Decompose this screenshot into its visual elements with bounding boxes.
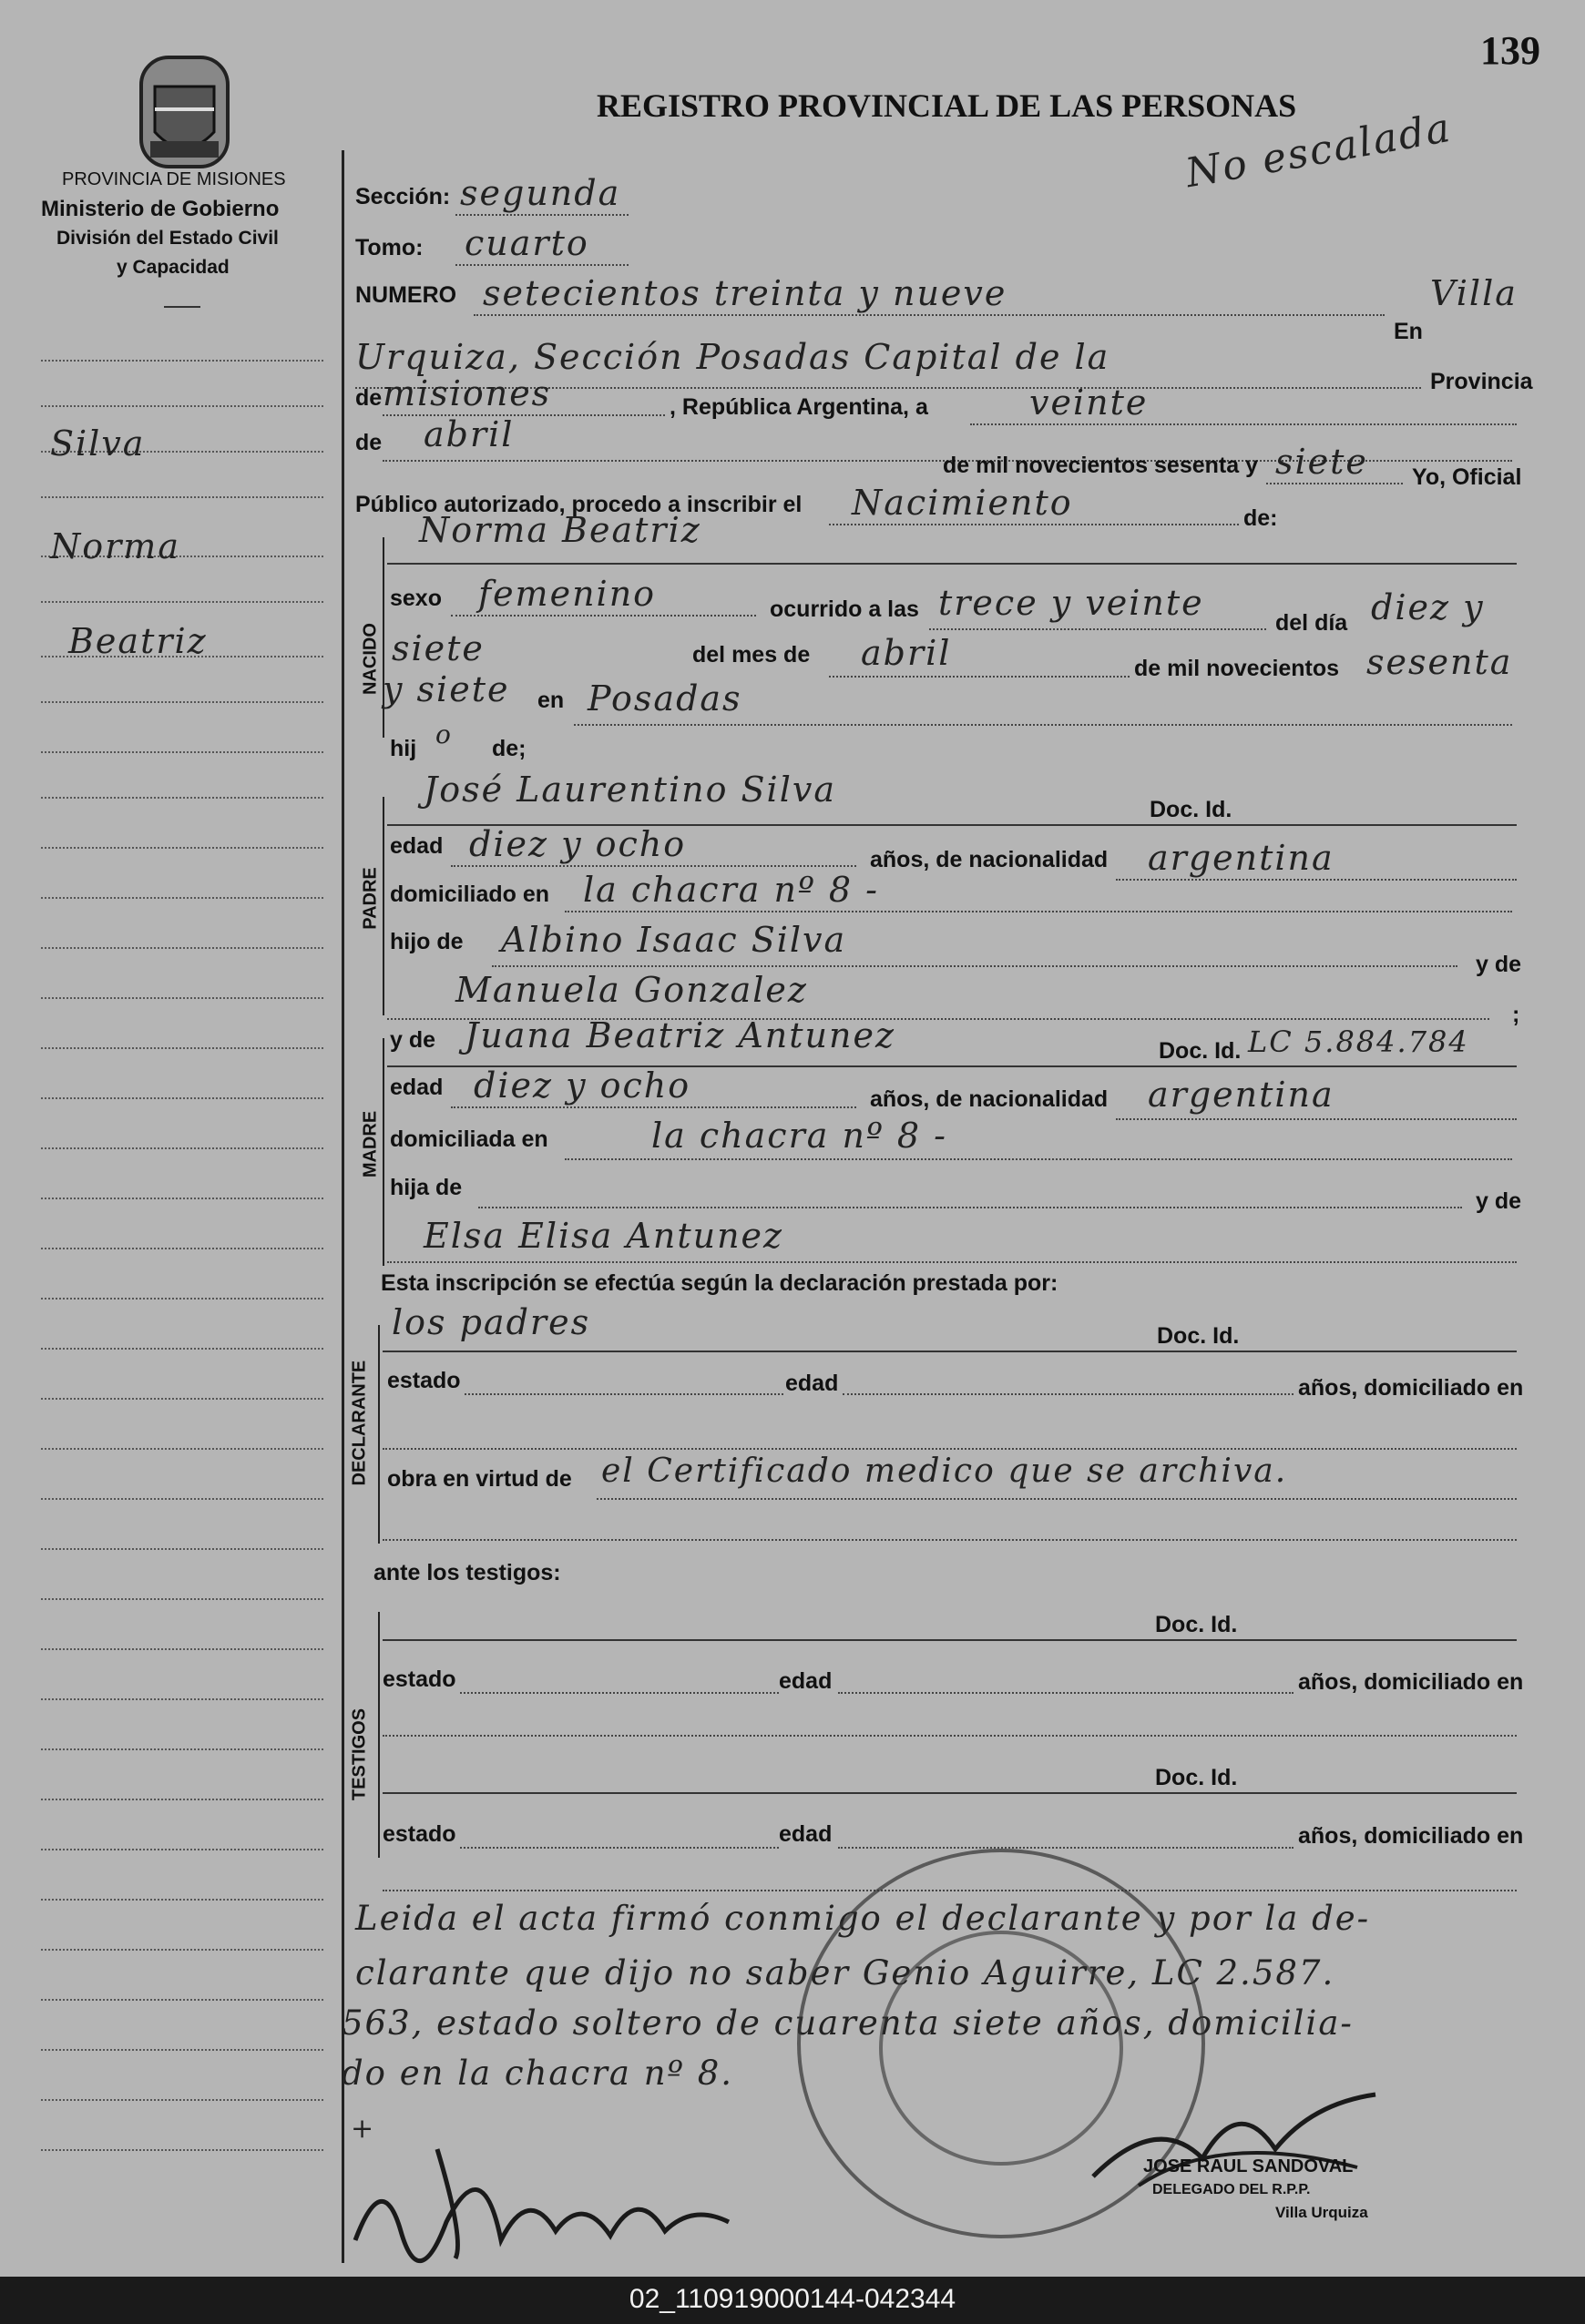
- madre-edad-label: edad: [390, 1075, 444, 1100]
- declarante-edad-line: [843, 1393, 1294, 1395]
- numero-value: setecientos treinta y nueve: [483, 273, 1007, 313]
- side-label-declarante: DECLARANTE: [349, 1360, 370, 1486]
- side-label-padre: PADRE: [360, 867, 381, 930]
- declarante-value: los padres: [392, 1302, 591, 1342]
- declarante-dom-line: [383, 1448, 1517, 1450]
- nombre-value: Norma Beatriz: [419, 510, 701, 550]
- sexo-value: femenino: [478, 574, 657, 614]
- signer-role: DELEGADO DEL R.P.P.: [1152, 2182, 1311, 2197]
- madre-dom-value: la chacra nº 8 -: [651, 1116, 947, 1156]
- office-line3: División del Estado Civil: [56, 228, 279, 249]
- de-semi-label: de;: [492, 736, 527, 761]
- madre-nac-line: [1116, 1118, 1517, 1120]
- lugar-value: Urquiza, Sección Posadas Capital de la: [355, 337, 1110, 377]
- padre-dom-line: [565, 911, 1512, 912]
- testigo2-estado-line: [460, 1847, 779, 1849]
- section-bar-padre: [383, 797, 384, 1015]
- de-mil-label: de mil novecientos sesenta y: [943, 453, 1258, 478]
- cierre-line4: do en la chacra nº 8.: [342, 2054, 733, 2093]
- testigo2-top-line: [383, 1792, 1517, 1794]
- testigo1-doc-label: Doc. Id.: [1155, 1612, 1238, 1637]
- de2-label: de: [355, 430, 383, 455]
- anio-line: [1266, 483, 1403, 484]
- declarante-top-line: [383, 1351, 1517, 1352]
- inscripcion-text: Esta inscripción se efectúa según la declaración prestada por:: [381, 1270, 1058, 1296]
- margin-name1: Norma: [50, 526, 180, 566]
- declarante-edad-label: edad: [785, 1371, 839, 1396]
- seccion-value: segunda: [460, 173, 621, 213]
- padre-edad-value: diez y ocho: [469, 824, 687, 864]
- testigo1-top-line: [383, 1639, 1517, 1641]
- obra-line2: [383, 1539, 1517, 1541]
- testigo2-doc-label: Doc. Id.: [1155, 1765, 1238, 1790]
- ocurrido-label: ocurrido a las: [770, 596, 919, 622]
- declarante-doc-label: Doc. Id.: [1157, 1323, 1240, 1349]
- cross-mark: +: [351, 2113, 376, 2145]
- padre-nac-line: [1116, 879, 1517, 881]
- publico-label: Público autorizado, procedo a inscribir el: [355, 492, 803, 517]
- hora-line: [929, 628, 1266, 630]
- acto-value: Nacimiento: [852, 483, 1073, 523]
- page-title: REGISTRO PROVINCIAL DE LAS PERSONAS: [597, 87, 1297, 124]
- madre-doc-label: Doc. Id.: [1159, 1038, 1242, 1064]
- declarante-estado-label: estado: [387, 1368, 461, 1393]
- tomo-value: cuarto: [465, 223, 589, 263]
- madre-dom-label: domiciliada en: [390, 1126, 548, 1152]
- seccion-label: Sección:: [355, 184, 451, 209]
- madre-nac-value: argentina: [1148, 1075, 1334, 1115]
- office-divider: [164, 306, 200, 308]
- section-bar-madre: [383, 1038, 384, 1266]
- side-label-nacido: NACIDO: [360, 623, 381, 695]
- main-divider: [342, 150, 344, 2263]
- dia-value: veinte: [1029, 382, 1149, 423]
- madre-yde2-label: y de: [1476, 1188, 1522, 1214]
- testigo1-edad-label: edad: [779, 1668, 833, 1694]
- padre-dom-value: la chacra nº 8 -: [583, 870, 879, 910]
- declarante-estado-line: [465, 1393, 783, 1395]
- ante-testigos-label: ante los testigos:: [373, 1560, 561, 1585]
- side-label-testigos: TESTIGOS: [349, 1707, 370, 1801]
- testigo2-edad-line: [838, 1847, 1294, 1849]
- madre-hija-label: hija de: [390, 1175, 463, 1200]
- padre-doc-label: Doc. Id.: [1150, 797, 1232, 822]
- obra-value: el Certificado medico que se archiva.: [601, 1452, 1288, 1490]
- signer-name: JOSE RAUL SANDOVAL: [1143, 2156, 1354, 2176]
- acto-line: [829, 524, 1239, 525]
- del-dia-label: del día: [1275, 610, 1348, 636]
- madre-nombre-value: Juana Beatriz Antunez: [465, 1015, 895, 1055]
- testigo1-dom-line: [383, 1735, 1517, 1737]
- en-label: En: [1394, 319, 1423, 344]
- padre-hijo-label: hijo de: [390, 929, 464, 954]
- mes-nac-line: [829, 676, 1130, 678]
- margin-name2: Beatriz: [68, 621, 208, 661]
- section-bar-declarante: [378, 1325, 380, 1544]
- cierre-line1: Leida el acta firmó conmigo el declarante y por la de-: [355, 1899, 1371, 1938]
- testigo2-edad-label: edad: [779, 1821, 833, 1847]
- signer-place: Villa Urquiza: [1275, 2204, 1368, 2221]
- yo-oficial-label: Yo, Oficial: [1412, 464, 1522, 490]
- signature-left: [346, 2131, 747, 2268]
- anio-nac-value: sesenta: [1366, 642, 1513, 682]
- provincia-label: Provincia: [1430, 369, 1533, 394]
- padre-dom-label: domiciliado en: [390, 882, 550, 907]
- dia-nac-value: diez y: [1371, 587, 1485, 627]
- madre-madre-line: [387, 1261, 1517, 1263]
- madre-nac-label: años, de nacionalidad: [870, 1086, 1109, 1112]
- madre-yde-label: y de: [390, 1027, 436, 1053]
- obra-line: [597, 1498, 1517, 1500]
- testigo1-estado-label: estado: [383, 1667, 456, 1692]
- office-line2: Ministerio de Gobierno: [41, 197, 280, 221]
- padre-edad-label: edad: [390, 833, 444, 859]
- declarante-anos-label: años, domiciliado en: [1298, 1375, 1524, 1401]
- sexo-line: [451, 615, 756, 617]
- mes-nac-value: abril: [861, 633, 952, 673]
- anio-nac2-value: y siete: [383, 669, 510, 709]
- lugar-nac-line: [574, 724, 1512, 726]
- dia-line: [970, 423, 1517, 425]
- madre-madre-value: Elsa Elisa Antunez: [424, 1216, 784, 1256]
- anio-value: siete: [1275, 442, 1368, 482]
- hijo-suffix: o: [435, 719, 453, 749]
- testigo2-anos-label: años, domiciliado en: [1298, 1823, 1524, 1849]
- en-lugar-label: en: [537, 688, 565, 713]
- de-label: de: [355, 385, 383, 411]
- margin-note: No escalada: [1181, 104, 1456, 198]
- hijo-label: hij: [390, 736, 417, 761]
- sexo-label: sexo: [390, 586, 442, 611]
- mes-value: abril: [424, 414, 515, 454]
- padre-semicolon: ;: [1512, 1002, 1520, 1027]
- madre-doc-value: LC 5.884.784: [1248, 1024, 1469, 1059]
- en-value: Villa: [1430, 273, 1518, 313]
- padre-hijo-line: [492, 965, 1457, 967]
- madre-hija-line: [478, 1207, 1462, 1208]
- padre-edad-line: [451, 865, 856, 867]
- image-footer: [0, 2277, 1585, 2324]
- mil-nov-label: de mil novecientos: [1134, 656, 1340, 681]
- margin-surname: Silva: [50, 423, 146, 464]
- del-mes-label: del mes de: [692, 642, 811, 668]
- padre-madre-value: Manuela Gonzalez: [455, 970, 808, 1010]
- padre-hijo-value: Albino Isaac Silva: [501, 920, 847, 960]
- tomo-line: [455, 264, 629, 266]
- padre-nombre-value: José Laurentino Silva: [424, 770, 836, 810]
- madre-edad-line: [451, 1106, 856, 1108]
- de-colon-label: de:: [1243, 505, 1278, 531]
- padre-yde-label: y de: [1476, 952, 1522, 977]
- side-label-madre: MADRE: [360, 1110, 381, 1178]
- obra-label: obra en virtud de: [387, 1466, 572, 1492]
- footer-id: 02_110919000144-042344: [629, 2284, 956, 2314]
- coat-of-arms-icon: [128, 50, 241, 173]
- republica-label: , República Argentina, a: [670, 394, 928, 420]
- testigo1-estado-line: [460, 1692, 779, 1694]
- lugar-nac-value: Posadas: [588, 678, 742, 719]
- madre-edad-value: diez y ocho: [474, 1065, 691, 1106]
- testigo1-edad-line: [838, 1692, 1294, 1694]
- numero-line: [474, 314, 1385, 316]
- cierre-line3: 563, estado soltero de cuarenta siete años, domicilia-: [342, 2003, 1354, 2043]
- padre-nac-label: años, de nacionalidad: [870, 847, 1109, 872]
- hora-value: trece y veinte: [938, 583, 1204, 623]
- seccion-line: [455, 214, 629, 216]
- nombre-line: [387, 563, 1517, 565]
- cierre-line2: clarante que dijo no saber Genio Aguirre, LC 2.587.: [355, 1953, 1335, 1993]
- page-number: 139: [1480, 28, 1540, 73]
- testigo1-anos-label: años, domiciliado en: [1298, 1669, 1524, 1695]
- office-line1: PROVINCIA DE MISIONES: [62, 169, 286, 189]
- tomo-label: Tomo:: [355, 235, 424, 260]
- padre-nac-value: argentina: [1148, 838, 1334, 878]
- madre-dom-line: [565, 1158, 1512, 1160]
- dia-nac2-value: siete: [392, 628, 485, 668]
- section-bar-testigos: [378, 1612, 380, 1858]
- provincia-value: misiones: [383, 373, 552, 413]
- testigo2-estado-label: estado: [383, 1821, 456, 1847]
- office-line4: y Capacidad: [117, 257, 230, 278]
- numero-label: NUMERO: [355, 282, 457, 308]
